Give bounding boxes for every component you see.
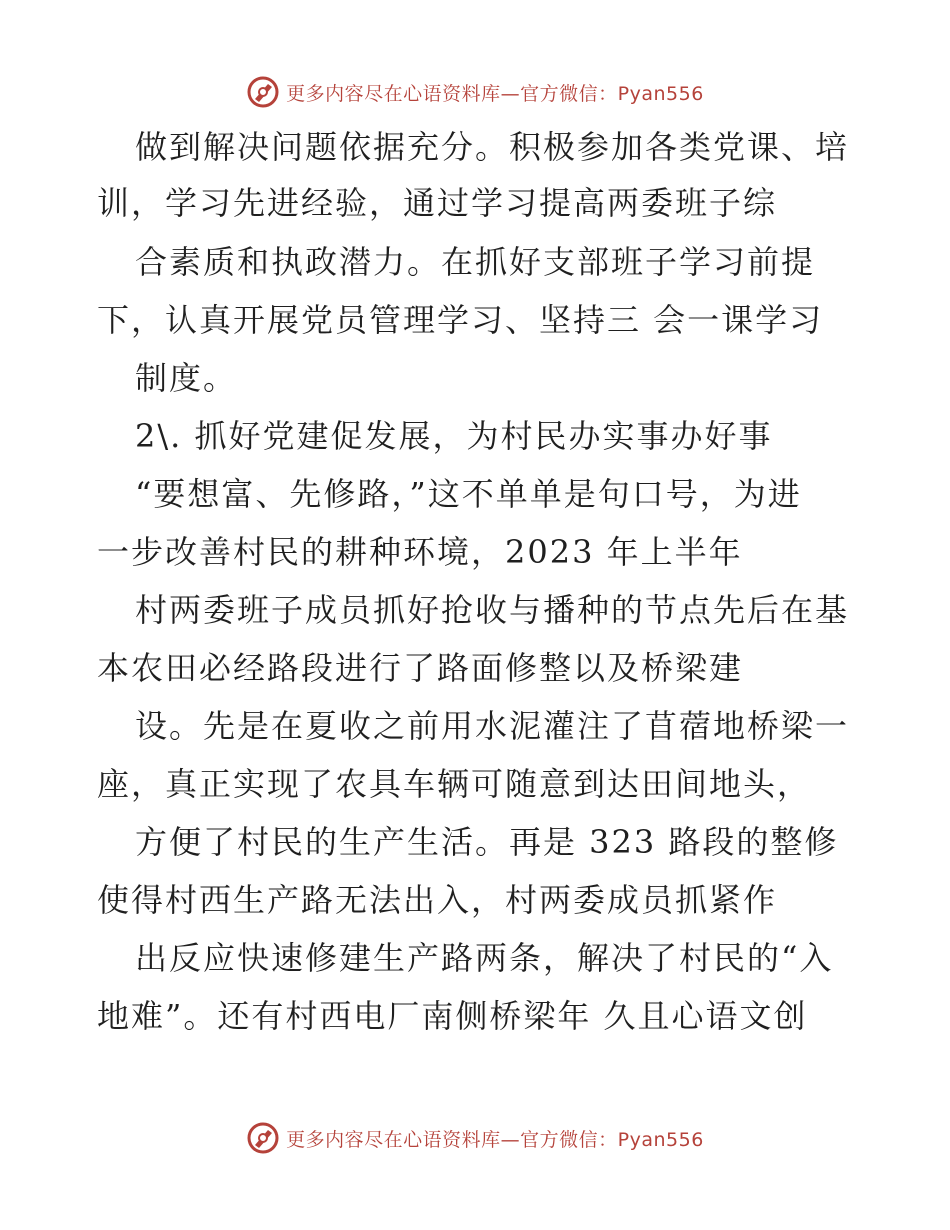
header-banner-text: 更多内容尽在心语资料库—官方微信：Pyan556 <box>286 82 704 105</box>
text-line: 训，学习先进经验，通过学习提高两委班子综 <box>97 184 778 222</box>
text-line: “要想富、先修路，”这不单单是句口号，为进 <box>135 475 802 513</box>
brand-logo-icon <box>246 1121 280 1155</box>
text-line: 下，认真开展党员管理学习、坚持三 会一课学习 <box>97 301 824 339</box>
section-heading: 2\. 抓好党建促发展，为村民办实事办好事 <box>135 417 773 455</box>
text-line: 合素质和执政潜力。在抓好支部班子学习前提 <box>135 243 816 281</box>
footer-banner-text: 更多内容尽在心语资料库—官方微信：Pyan556 <box>286 1128 704 1151</box>
text-line: 地难”。还有村西电厂南侧桥梁年 久且心语文创 <box>97 997 808 1035</box>
text-line: 本农田必经路段进行了路面修整以及桥梁建 <box>97 649 744 687</box>
text-line: 使得村西生产路无法出入，村两委成员抓紧作 <box>97 881 778 919</box>
text-line: 设。先是在夏收之前用水泥灌注了苜蓿地桥梁一 <box>135 707 850 745</box>
text-line: 做到解决问题依据充分。积极参加各类党课、培 <box>135 128 850 166</box>
text-line: 出反应快速修建生产路两条，解决了村民的“入 <box>135 939 834 977</box>
text-line: 村两委班子成员抓好抢收与播种的节点先后在基 <box>135 591 850 629</box>
text-line: 一步改善村民的耕种环境，2023 年上半年 <box>97 533 743 571</box>
text-line: 方便了村民的生产生活。再是 323 路段的整修 <box>135 823 839 861</box>
text-line: 座，真正实现了农具车辆可随意到达田间地头， <box>97 765 812 803</box>
footer-watermark-banner <box>0 1118 950 1158</box>
text-line: 制度。 <box>135 359 238 397</box>
